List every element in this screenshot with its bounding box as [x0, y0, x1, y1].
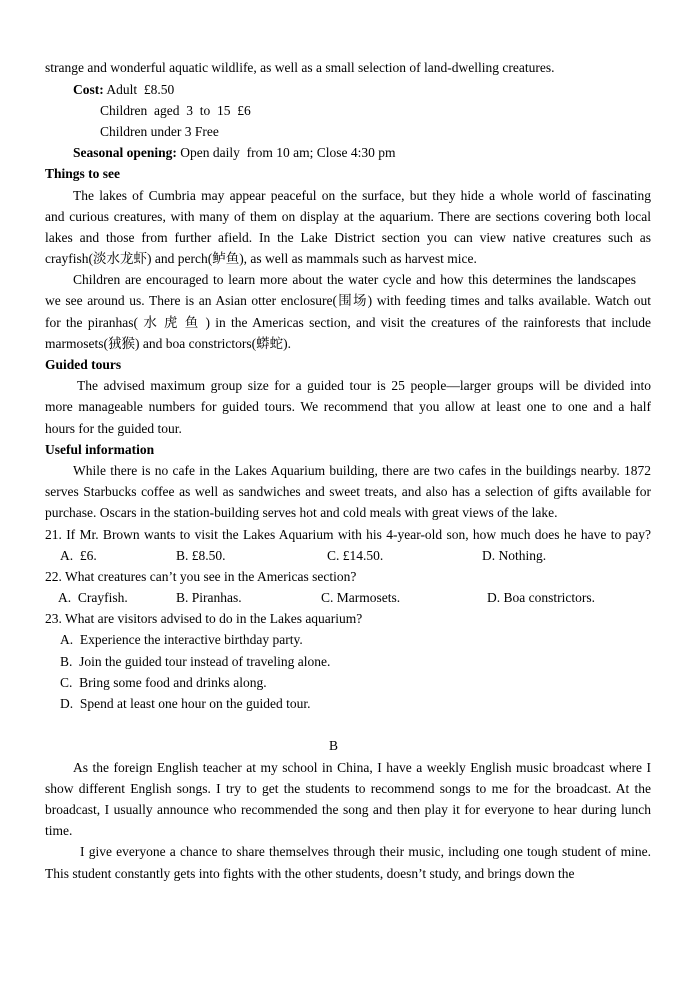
seasonal-opening-line [45, 142, 651, 163]
text-line: The lakes of Cumbria may appear peaceful on the surface, but they hide a whole world of fascinating [73, 187, 651, 203]
text-line: strange and wonderful aquatic wildlife, as well as a small selection of land-dwelling creatures. [45, 60, 555, 76]
text-line: lakes and those from further afield. In the Lake District section you can view native creatures such as [45, 229, 651, 245]
option-a: A. £6. [60, 547, 97, 563]
text-line: time. [45, 823, 73, 839]
question-21-stem: 21. If Mr. Brown wants to visit the Lakes Aquarium with his 4-year-old son, how much does he have to pay? [45, 526, 651, 542]
text-line: The advised maximum group size for a guided tour is 25 people—larger groups will be divided into [77, 378, 651, 394]
question-22-options [45, 587, 651, 608]
option-d: D. Spend at least one hour on the guided tour. [60, 696, 311, 712]
option-a: A. Experience the interactive birthday party. [60, 632, 303, 648]
section-heading-useful-information: Useful information [45, 441, 155, 457]
paragraph [45, 185, 651, 270]
section-heading-guided-tours: Guided tours [45, 357, 122, 373]
text-line: more manageable numbers for guided tours. We recommend that you allow at least one to one and a half [45, 399, 651, 415]
passage-b-label: B [329, 738, 339, 754]
text-line: This student constantly gets into fights with the other students, doesn’t study, and brings down the [45, 865, 575, 881]
text-line: hours for the guided tour. [45, 420, 182, 436]
text-line: broadcast, I usually announce who recommended the song and then play it for everyone to hear during lunch [45, 801, 651, 817]
seasonal-text: Open daily from 10 am; Close 4:30 pm [180, 145, 396, 161]
cost-under-3: Children under 3 Free [100, 123, 219, 139]
text-line: Children are encouraged to learn more about the water cycle and how this determines the landscapes [73, 272, 636, 288]
text-line: While there is no cafe in the Lakes Aquarium building, there are two cafes in the buildings nearby. 1872 [73, 462, 651, 478]
text-line: crayfish(淡水龙虾) and perch(鲈鱼), as well as mammals such as harvest mice. [45, 251, 477, 267]
section-heading-things-to-see: Things to see [45, 166, 121, 182]
text-line: show different English songs. I try to get the students to recommend songs to me for the broadcast. At the [45, 780, 651, 796]
option-c: C. Bring some food and drinks along. [60, 674, 267, 690]
option-d: D. Nothing. [482, 547, 547, 563]
paragraph [45, 269, 651, 354]
cost-line [45, 79, 651, 100]
option-c: C. £14.50. [327, 547, 384, 563]
option-b: B. £8.50. [176, 547, 226, 563]
text-line: marmosets(狨猴) and boa constrictors(蟒蛇). [45, 335, 291, 351]
option-d: D. Boa constrictors. [487, 590, 595, 606]
seasonal-label: Seasonal opening: [73, 145, 177, 161]
paragraph [45, 460, 651, 524]
question-21-options [45, 545, 651, 566]
cost-adult: Adult £8.50 [106, 81, 175, 97]
question-22-stem: 22. What creatures can’t you see in the Americas section? [45, 568, 357, 584]
paragraph [45, 841, 651, 883]
option-b: B. Join the guided tour instead of traveling alone. [60, 653, 331, 669]
cost-label: Cost: [73, 81, 104, 97]
text-line: As the foreign English teacher at my school in China, I have a weekly English music broadcast where I [73, 759, 651, 775]
text-line: serves Starbucks coffee as well as sandwiches and sweet treats, and also has a selection of gifts available for [45, 484, 651, 500]
paragraph [45, 757, 651, 842]
text-line: purchase. Oscars in the station-building serves hot and cold meals with great views of the lake. [45, 505, 558, 521]
question-23-stem: 23. What are visitors advised to do in the Lakes aquarium? [45, 611, 363, 627]
document-page [45, 57, 651, 883]
text-line: we see around us. There is an Asian otter enclosure(围场) with feeding times and talks available. Watch out [45, 293, 651, 309]
option-c: C. Marmosets. [321, 590, 401, 606]
blank-line [45, 714, 651, 735]
option-b: B. Piranhas. [176, 590, 242, 606]
paragraph [45, 375, 651, 439]
cost-children: Children aged 3 to 15 £6 [100, 102, 251, 118]
text-line: for the piranhas( 水 虎 鱼 ) in the Americas section, and visit the creatures of the rainforests that include [45, 314, 651, 330]
text-line: and curious creatures, with many of them on display at the aquarium. There are sections covering both local [45, 208, 651, 224]
text-line: I give everyone a chance to share themselves through their music, including one tough student of mine. [80, 844, 651, 860]
option-a: A. Crayfish. [58, 590, 128, 606]
